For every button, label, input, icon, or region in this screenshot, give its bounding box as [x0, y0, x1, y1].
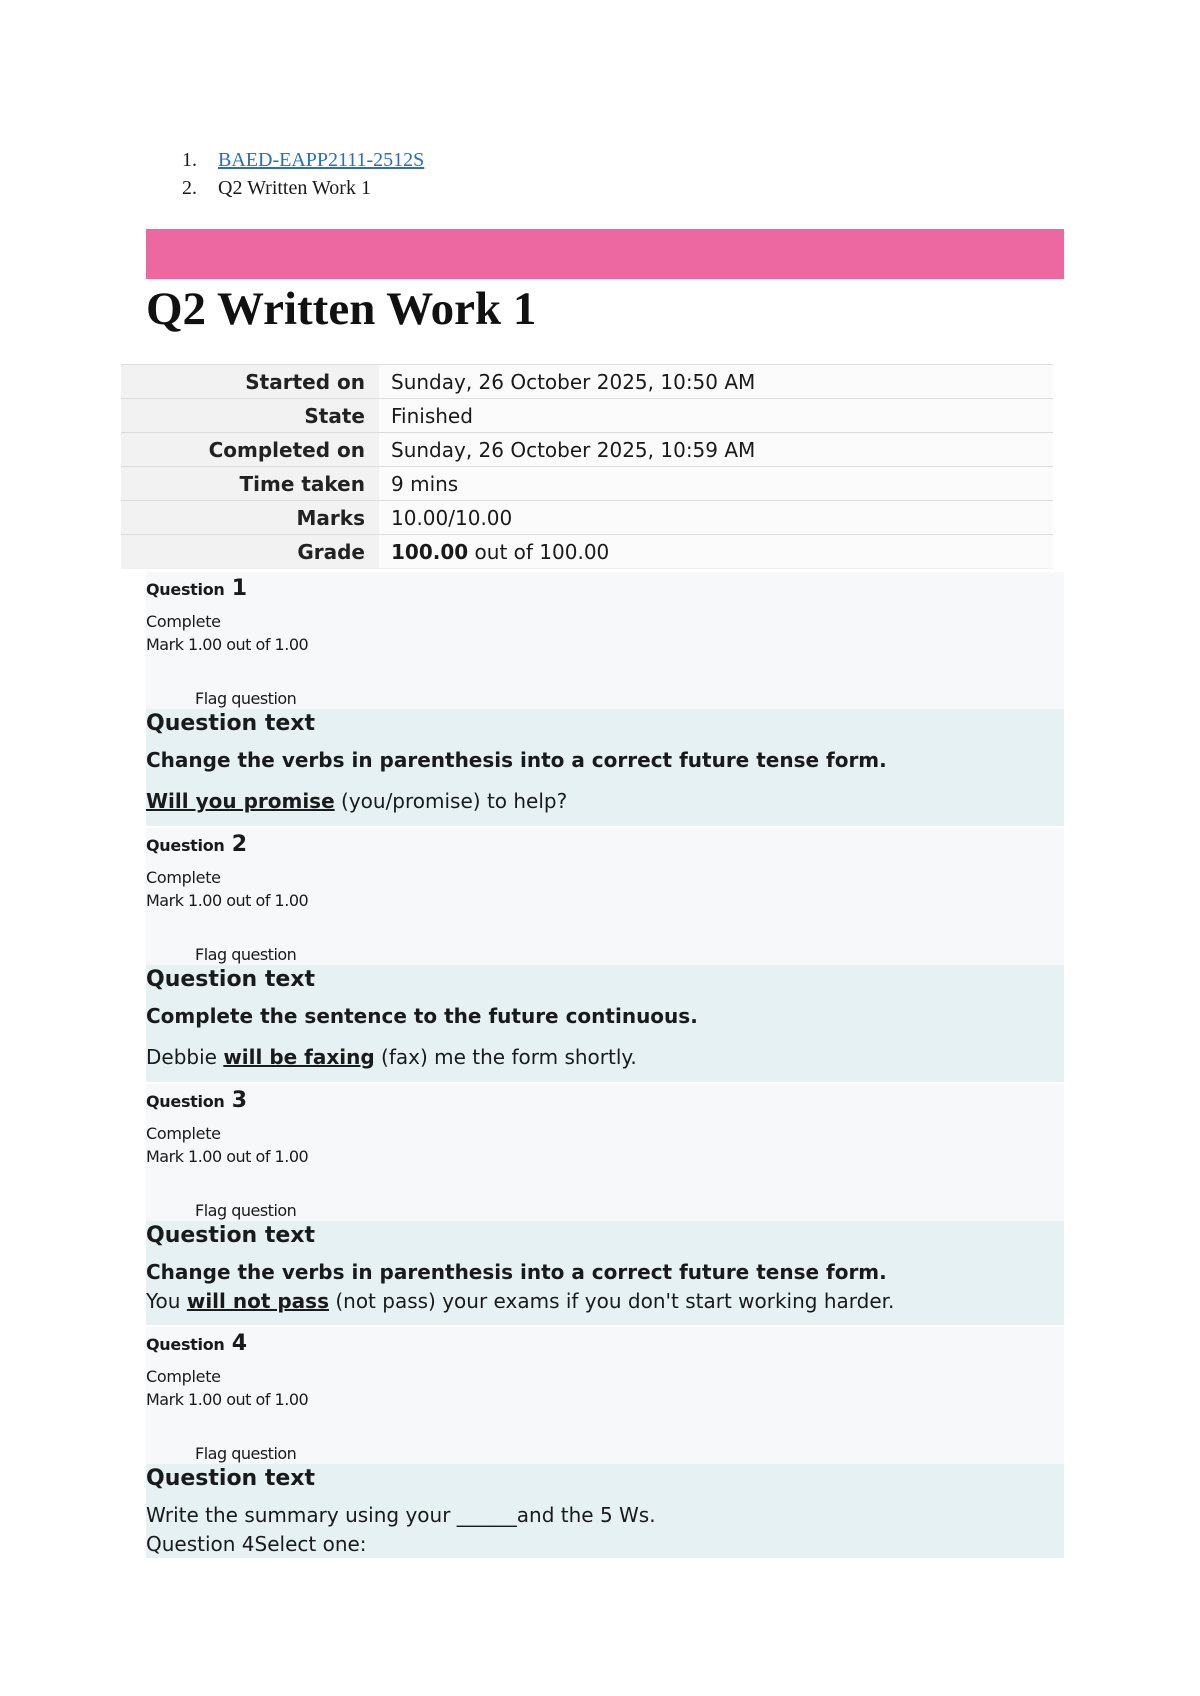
answer-text: will not pass — [186, 1289, 329, 1313]
summary-row — [121, 535, 1053, 569]
summary-value: Sunday, 26 October 2025, 10:50 AM — [379, 365, 1053, 399]
flag-question-link[interactable]: Flag question — [195, 945, 297, 964]
summary-value: Sunday, 26 October 2025, 10:59 AM — [379, 433, 1053, 467]
question-number: 3 — [231, 1088, 247, 1113]
grade-out-of: out of 100.00 — [468, 539, 610, 564]
question-text-heading: Question text — [146, 1223, 316, 1248]
header-banner — [146, 229, 1064, 279]
breadcrumb-course-link[interactable]: BAED-EAPP2111-2512S — [218, 149, 425, 171]
question-state: Complete — [146, 868, 221, 887]
question-state: Complete — [146, 1124, 221, 1143]
summary-label: Marks — [121, 501, 379, 535]
breadcrumb-number: 2. — [182, 177, 197, 199]
summary-label: State — [121, 399, 379, 433]
summary-label: Grade — [121, 535, 379, 569]
flag-question-link[interactable]: Flag question — [195, 1444, 297, 1463]
question-select-prompt: Question 4Select one: — [146, 1532, 367, 1556]
question-answer-line: You will not pass (not pass) your exams if you don't start working harder. — [146, 1289, 895, 1313]
summary-value: 9 mins — [379, 467, 1053, 501]
summary-row — [121, 467, 1053, 501]
question-instruction: Change the verbs in parenthesis into a correct future tense form. — [146, 1260, 887, 1284]
question-title: Question 1 — [146, 576, 247, 601]
summary-value: 10.00/10.00 — [379, 501, 1053, 535]
breadcrumb-item-quiz — [182, 174, 424, 202]
question-state: Complete — [146, 612, 221, 631]
breadcrumb-quiz-label: Q2 Written Work 1 — [218, 177, 371, 199]
question-number: 2 — [231, 832, 247, 857]
question-grade: Mark 1.00 out of 1.00 — [146, 1147, 309, 1166]
question-1-info — [146, 572, 1064, 709]
breadcrumb-number: 1. — [182, 149, 197, 171]
flag-question-link[interactable]: Flag question — [195, 1201, 297, 1220]
question-instruction: Complete the sentence to the future continuous. — [146, 1004, 698, 1028]
summary-label: Started on — [121, 365, 379, 399]
summary-row — [121, 433, 1053, 467]
breadcrumb-item-course — [182, 146, 424, 174]
question-number: 1 — [231, 576, 247, 601]
answer-text: Will you promise — [146, 789, 335, 813]
question-text-heading: Question text — [146, 1466, 316, 1491]
question-1-content — [146, 709, 1064, 826]
summary-label: Time taken — [121, 467, 379, 501]
question-title: Question 2 — [146, 832, 247, 857]
question-grade: Mark 1.00 out of 1.00 — [146, 1390, 309, 1409]
answer-text: will be faxing — [223, 1045, 375, 1069]
question-title: Question 4 — [146, 1331, 247, 1356]
question-instruction: Change the verbs in parenthesis into a correct future tense form. — [146, 748, 887, 772]
question-text-heading: Question text — [146, 711, 316, 736]
question-2-info — [146, 828, 1064, 965]
question-state: Complete — [146, 1367, 221, 1386]
grade-value: 100.00 — [391, 539, 469, 564]
question-answer-line: Will you promise (you/promise) to help? — [146, 789, 568, 813]
summary-label: Completed on — [121, 433, 379, 467]
attempt-summary-table — [121, 364, 1053, 569]
page-title: Q2 Written Work 1 — [146, 283, 537, 335]
question-4-content — [146, 1464, 1064, 1558]
question-number: 4 — [231, 1331, 247, 1356]
question-3-content — [146, 1221, 1064, 1325]
summary-value: Finished — [379, 399, 1053, 433]
flag-question-link[interactable]: Flag question — [195, 689, 297, 708]
breadcrumb — [182, 146, 424, 202]
question-text-heading: Question text — [146, 967, 316, 992]
question-prompt: Write the summary using your ______and the 5 Ws. — [146, 1503, 656, 1527]
question-grade: Mark 1.00 out of 1.00 — [146, 891, 309, 910]
summary-value — [379, 535, 1053, 569]
summary-row — [121, 365, 1053, 399]
question-title: Question 3 — [146, 1088, 247, 1113]
question-3-info — [146, 1084, 1064, 1221]
question-4-info — [146, 1327, 1064, 1464]
question-grade: Mark 1.00 out of 1.00 — [146, 635, 309, 654]
summary-row — [121, 399, 1053, 433]
question-answer-line: Debbie will be faxing (fax) me the form shortly. — [146, 1045, 637, 1069]
summary-row — [121, 501, 1053, 535]
question-2-content — [146, 965, 1064, 1082]
